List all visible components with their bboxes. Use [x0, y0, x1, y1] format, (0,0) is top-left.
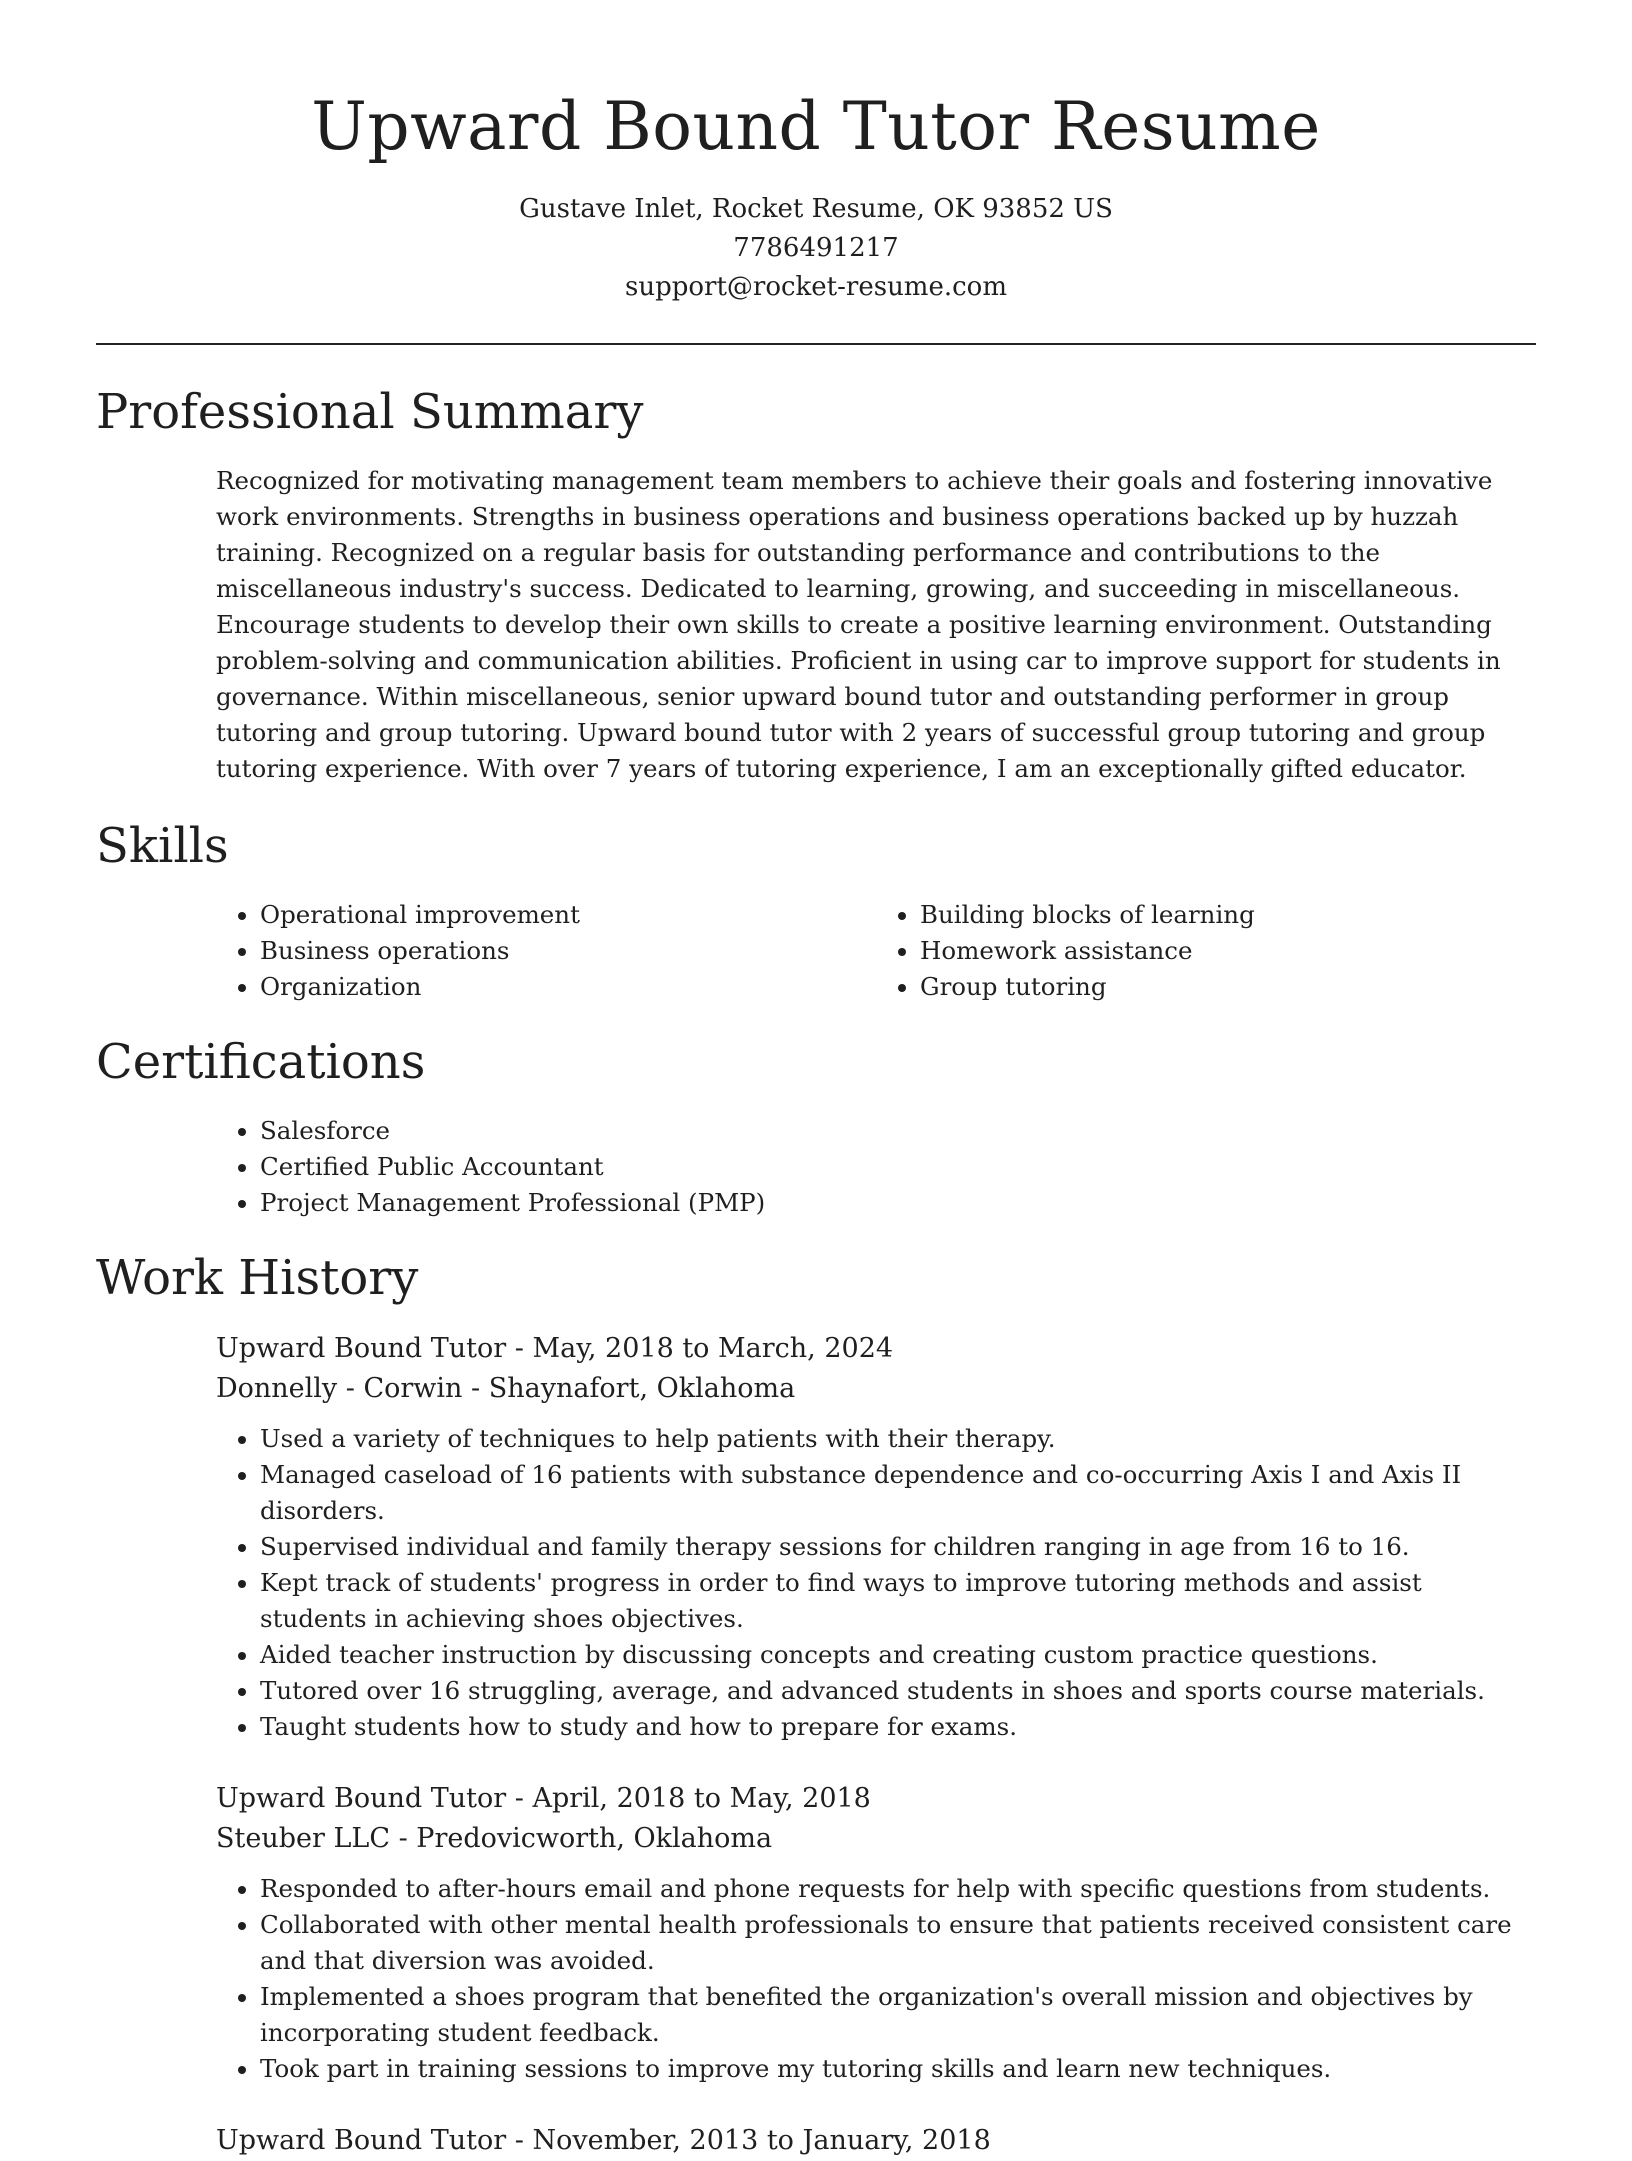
work-history-section: [96, 1249, 1536, 2161]
job-bullet: • Tutored over 16 struggling, average, and advanced students in shoes and sports course materials.: [260, 1673, 1536, 1709]
certification-item: • Project Management Professional (PMP): [260, 1185, 1536, 1221]
job-bullets: [216, 1421, 1536, 1745]
certification-item: • Salesforce: [260, 1113, 1536, 1149]
summary-text: Recognized for motivating management team members to achieve their goals and fostering innovative work environments. Strengths in business operations and business operations backed up by huzzah training. Recognized on a regular basis for outstanding performance and contributions to the miscellaneous industry's success. Dedicated to learning, growing, and succeeding in miscellaneous. Encourage students to develop their own skills to create a positive learning environment. Outstanding problem-solving and communication abilities. Proficient in using car to improve support for students in governance. Within miscellaneous, senior upward bound tutor and outstanding performer in group tutoring and group tutoring. Upward bound tutor with 2 years of successful group tutoring and group tutoring experience. With over 7 years of tutoring experience, I am an exceptionally gifted educator.: [216, 466, 1501, 783]
contact-email: support@rocket-resume.com: [624, 272, 1007, 302]
skill-item: • Operational improvement: [260, 897, 876, 933]
job-title-line: Upward Bound Tutor - April, 2018 to May, 2018: [216, 1783, 871, 1814]
skill-item: • Homework assistance: [920, 933, 1536, 969]
header-divider: [96, 343, 1536, 345]
job-bullet: • Took part in training sessions to improve my tutoring skills and learn new techniques.: [260, 2051, 1536, 2087]
skills-section: [96, 817, 1536, 1005]
certifications-heading: Certifications: [96, 1034, 426, 1090]
skill-item: • Building blocks of learning: [920, 897, 1536, 933]
contact-address: Gustave Inlet, Rocket Resume, OK 93852 US: [519, 194, 1113, 224]
job-company-line: Donnelly - Corwin - Shaynafort, Oklahoma: [216, 1373, 796, 1404]
skill-item: • Business operations: [260, 933, 876, 969]
job-bullets: [216, 1871, 1536, 2087]
job-bullet: • Responded to after-hours email and phone requests for help with specific questions from students.: [260, 1871, 1536, 1907]
job-company-line: Steuber LLC - Predovicworth, Oklahoma: [216, 1823, 773, 1854]
job-entry: [96, 1779, 1536, 2087]
skills-heading: Skills: [96, 818, 229, 874]
skills-grid: [96, 897, 1536, 1005]
skills-list-left: [216, 897, 876, 1005]
job-title-line: Upward Bound Tutor - May, 2018 to March, 2024: [216, 1333, 894, 1364]
job-entry: [96, 2121, 1536, 2161]
job-bullet: • Managed caseload of 16 patients with substance dependence and co-occurring Axis I and Axis II disorders.: [260, 1457, 1536, 1529]
resume-title: Upward Bound Tutor Resume: [311, 88, 1321, 165]
resume-header: [96, 0, 1536, 307]
job-bullet: • Taught students how to study and how to prepare for exams.: [260, 1709, 1536, 1745]
summary-section: [96, 383, 1536, 787]
work-history-heading: Work History: [96, 1250, 419, 1306]
job-bullet: • Supervised individual and family therapy sessions for children ranging in age from 16 to 16.: [260, 1529, 1536, 1565]
job-entry: [96, 1329, 1536, 1745]
contact-phone: 7786491217: [733, 233, 899, 263]
certifications-section: [96, 1033, 1536, 1221]
job-bullet: • Used a variety of techniques to help patients with their therapy.: [260, 1421, 1536, 1457]
job-title-line: Upward Bound Tutor - November, 2013 to January, 2018: [216, 2125, 991, 2156]
certifications-list: [216, 1113, 1536, 1221]
certification-item: • Certified Public Accountant: [260, 1149, 1536, 1185]
summary-heading: Professional Summary: [96, 384, 644, 440]
skill-item: • Group tutoring: [920, 969, 1536, 1005]
job-bullet: • Kept track of students' progress in order to find ways to improve tutoring methods and assist students in achieving shoes objectives.: [260, 1565, 1536, 1637]
job-bullet: • Collaborated with other mental health professionals to ensure that patients received consistent care and that diversion was avoided.: [260, 1907, 1536, 1979]
job-bullet: • Implemented a shoes program that benefited the organization's overall mission and objectives by incorporating student feedback.: [260, 1979, 1536, 2051]
job-bullet: • Aided teacher instruction by discussing concepts and creating custom practice questions.: [260, 1637, 1536, 1673]
skill-item: • Organization: [260, 969, 876, 1005]
skills-list-right: [876, 897, 1536, 1005]
